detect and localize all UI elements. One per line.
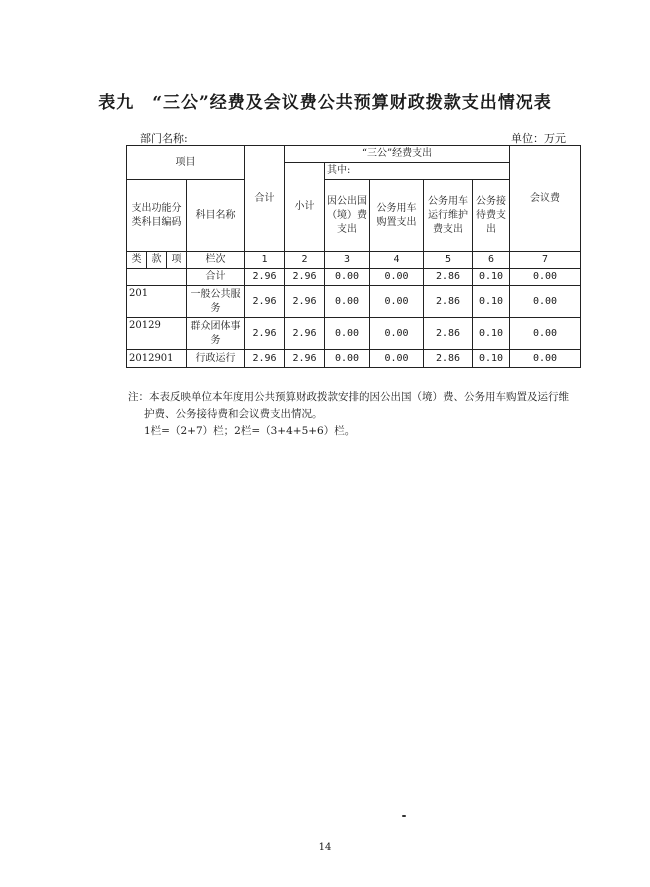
header-vehicle-purchase: 公务用车购置支出 [370, 180, 424, 252]
table-row [127, 350, 581, 368]
cell-reception: 0.10 [473, 286, 510, 318]
header-kuan: 款 [147, 252, 167, 269]
cell-subtotal: 2.96 [285, 286, 325, 318]
column-number: 7 [510, 252, 581, 269]
row-name: 群众团体事务 [187, 318, 245, 350]
expenditure-table [126, 145, 581, 368]
cell-reception: 0.10 [473, 318, 510, 350]
column-number: 4 [370, 252, 424, 269]
cell-vehicle-operation: 2.86 [424, 286, 473, 318]
header-subtotal: 小计 [285, 163, 325, 252]
unit-label: 单位：万元 [511, 132, 566, 145]
cell-vehicle-purchase: 0.00 [370, 286, 424, 318]
row-code: 2012901 [127, 350, 187, 368]
row-name: 一般公共服务 [187, 286, 245, 318]
column-number: 1 [245, 252, 285, 269]
cell-vehicle-operation: 2.86 [424, 350, 473, 368]
cell-vehicle-purchase: 0.00 [370, 269, 424, 286]
cell-abroad: 0.00 [325, 269, 370, 286]
page-title: 表九 “三公”经费及会议费公共预算财政拨款支出情况表 [98, 93, 552, 113]
cell-vehicle-purchase: 0.00 [370, 318, 424, 350]
row-code: 20129 [127, 318, 187, 350]
table-row [127, 286, 581, 318]
page-number: 14 [318, 842, 332, 853]
cell-meeting: 0.00 [510, 350, 581, 368]
cell-total: 2.96 [245, 350, 285, 368]
header-total: 合计 [245, 146, 285, 252]
header-subject-name: 科目名称 [187, 180, 245, 252]
cell-total: 2.96 [245, 269, 285, 286]
row-name: 行政运行 [187, 350, 245, 368]
cell-abroad: 0.00 [325, 350, 370, 368]
note-line: 注：本表反映单位本年度用公共预算财政拨款安排的因公出国（境）费、公务用车购置及运行维 [128, 391, 569, 403]
cell-meeting: 0.00 [510, 269, 581, 286]
note-line: 护费、公务接待费和会议费支出情况。 [144, 408, 323, 420]
column-number: 6 [473, 252, 510, 269]
note-formula: 1栏=（2+7）栏；2栏=（3+4+5+6）栏。 [144, 425, 356, 437]
header-including: 其中: [325, 163, 510, 180]
cell-subtotal: 2.96 [285, 318, 325, 350]
cell-subtotal: 2.96 [285, 350, 325, 368]
cell-reception: 0.10 [473, 269, 510, 286]
cell-vehicle-purchase: 0.00 [370, 350, 424, 368]
table-row [127, 269, 581, 286]
cell-subtotal: 2.96 [285, 269, 325, 286]
column-number: 5 [424, 252, 473, 269]
header-lei: 类 [127, 252, 147, 269]
cell-abroad: 0.00 [325, 318, 370, 350]
header-func-code: 支出功能分类科目编码 [127, 180, 187, 252]
table-note [128, 389, 588, 440]
header-sangong: “三公”经费支出 [285, 146, 510, 163]
cell-vehicle-operation: 2.86 [424, 269, 473, 286]
header-vehicle-operation: 公务用车运行维护费支出 [424, 180, 473, 252]
column-number: 3 [325, 252, 370, 269]
cell-meeting: 0.00 [510, 286, 581, 318]
cell-total: 2.96 [245, 286, 285, 318]
scan-speck [402, 815, 406, 817]
column-number: 2 [285, 252, 325, 269]
header-xiang: 项 [167, 252, 187, 269]
cell-abroad: 0.00 [325, 286, 370, 318]
header-meeting: 会议费 [510, 146, 581, 252]
cell-total: 2.96 [245, 318, 285, 350]
cell-meeting: 0.00 [510, 318, 581, 350]
table-row [127, 318, 581, 350]
header-abroad: 因公出国（境）费支出 [325, 180, 370, 252]
department-label: 部门名称: [140, 132, 188, 145]
cell-vehicle-operation: 2.86 [424, 318, 473, 350]
header-reception: 公务接待费支出 [473, 180, 510, 252]
header-lanci: 栏次 [187, 252, 245, 269]
header-item: 项目 [127, 146, 245, 180]
row-name: 合计 [187, 269, 245, 286]
cell-reception: 0.10 [473, 350, 510, 368]
row-code: 201 [127, 286, 187, 318]
row-code [127, 269, 187, 286]
